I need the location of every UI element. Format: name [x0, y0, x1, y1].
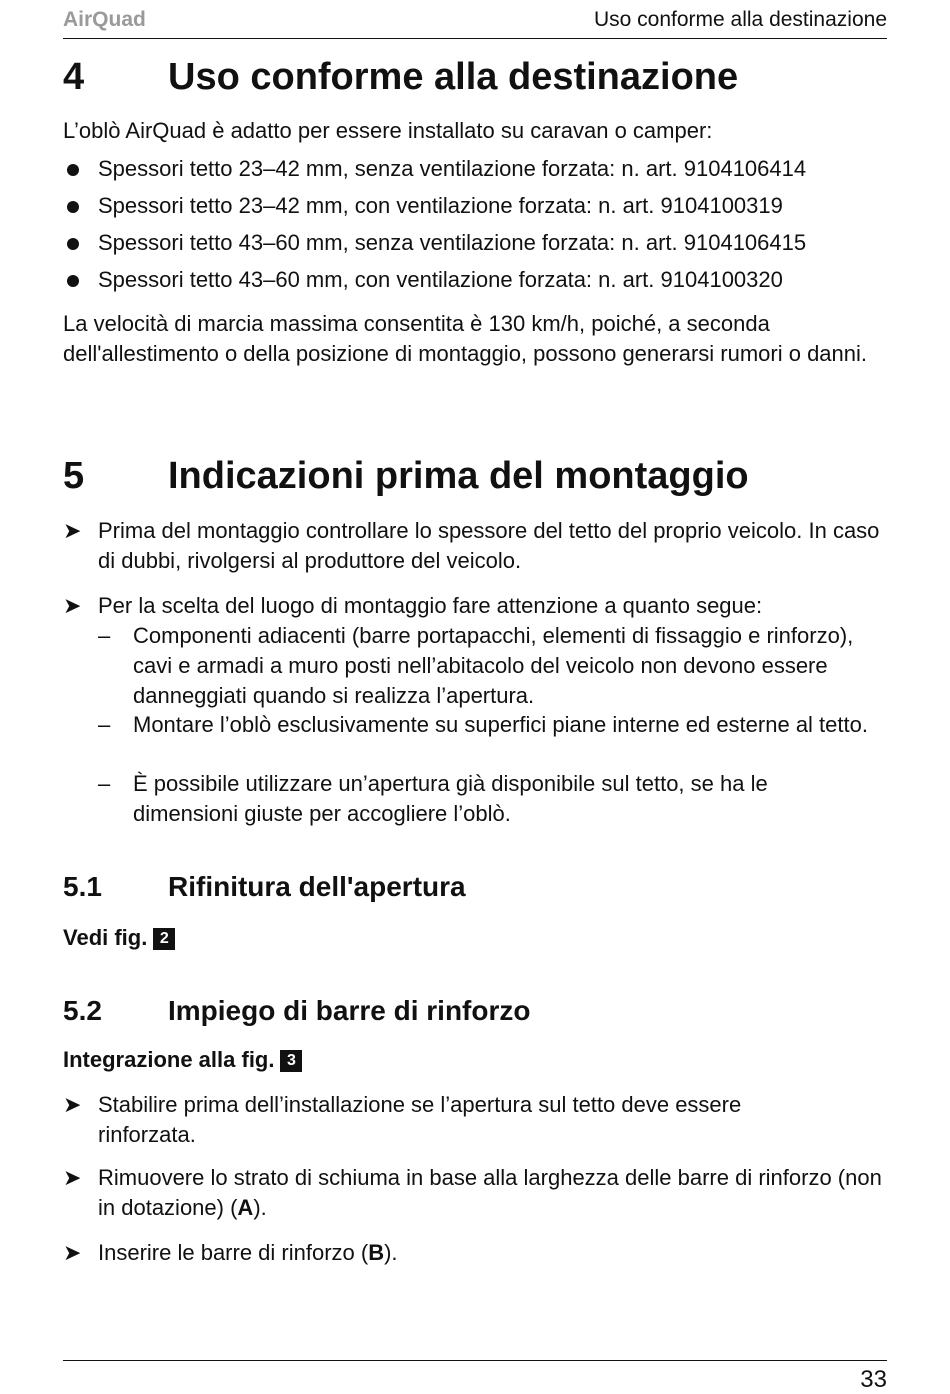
- sub-list-item: [98, 769, 878, 829]
- figure-reference: [63, 923, 175, 953]
- step-text: [98, 1163, 893, 1223]
- section-title: Indicazioni prima del montaggio: [168, 455, 749, 497]
- instruction-step: [63, 1090, 753, 1150]
- sub-list-item-text: Montare l’oblò esclusivamente su superfici piane interne ed esterne al tetto.: [133, 712, 868, 737]
- section-title: Uso conforme alla destinazione: [168, 56, 739, 98]
- sub-list-item: [98, 621, 878, 711]
- component-label-b: B: [368, 1240, 385, 1265]
- list-item-text: Spessori tetto 23–42 mm, con ventilazione forzata: n. art. 9104100319: [98, 193, 783, 218]
- arrow-icon: ➤: [63, 1240, 82, 1265]
- step-text: Stabilire prima dell’installazione se l’apertura sul tetto deve essere rinforzata.: [98, 1092, 742, 1147]
- header-brand: AirQuad: [63, 8, 146, 31]
- figure-reference-label: Integrazione alla fig.: [63, 1047, 275, 1072]
- step-text: Per la scelta del luogo di montaggio fare attenzione a quanto segue:: [98, 593, 763, 618]
- figure-number-badge: 3: [280, 1050, 302, 1072]
- page-number: 33: [860, 1366, 887, 1393]
- figure-reference-label: Vedi fig.: [63, 925, 148, 950]
- footer-divider: [63, 1360, 887, 1361]
- speed-note: La velocità di marcia massima consentita è 130 km/h, poiché, a seconda dell'allestimento o della posizione di montaggio, possono generarsi rumori o danni.: [63, 311, 868, 366]
- list-item-text: Spessori tetto 43–60 mm, senza ventilazione forzata: n. art. 9104106415: [98, 230, 807, 255]
- section-number: 4: [63, 56, 85, 98]
- sub-list-item-text: È possibile utilizzare un’apertura già disponibile sul tetto, se ha le dimensioni giuste per accogliere l’oblò.: [133, 771, 768, 826]
- step-text: [98, 1238, 893, 1268]
- instruction-step: [63, 516, 893, 576]
- sub-list-item-text: Componenti adiacenti (barre portapacchi, elementi di fissaggio e rinforzo), cavi e armadi a muro posti nell’abitacolo del veicolo non devono essere danneggiati quando si realizza l’apertura.: [133, 623, 854, 708]
- arrow-icon: ➤: [63, 593, 82, 618]
- header-divider: [63, 38, 887, 39]
- step-text-part: Inserire le barre di rinforzo (: [98, 1240, 369, 1265]
- bullet-icon: [67, 238, 79, 250]
- figure-number-badge: 2: [153, 928, 175, 950]
- step-text-part: ).: [253, 1195, 267, 1220]
- section-number: 5.1: [63, 871, 102, 902]
- dash-marker: –: [98, 623, 111, 648]
- bullet-icon: [67, 164, 79, 176]
- arrow-icon: ➤: [63, 1165, 82, 1190]
- section-title: Rifinitura dell'apertura: [168, 871, 466, 902]
- bullet-icon: [67, 201, 79, 213]
- dash-marker: –: [98, 712, 111, 737]
- section-number: 5.2: [63, 995, 102, 1026]
- component-label-a: A: [237, 1195, 254, 1220]
- figure-reference: [63, 1045, 302, 1075]
- dash-marker: –: [98, 771, 111, 796]
- instruction-step: [63, 1163, 893, 1223]
- list-item-text: Spessori tetto 23–42 mm, senza ventilazione forzata: n. art. 9104106414: [98, 156, 807, 181]
- step-text-part: Rimuovere lo strato di schiuma in base alla larghezza delle barre di rinforzo (non in dotazione) (: [98, 1165, 882, 1220]
- section-number: 5: [63, 455, 85, 497]
- section-4-intro: L’oblò AirQuad è adatto per essere installato su caravan o camper:: [63, 118, 713, 143]
- list-item-text: Spessori tetto 43–60 mm, con ventilazione forzata: n. art. 9104100320: [98, 267, 783, 292]
- section-title: Impiego di barre di rinforzo: [168, 995, 531, 1026]
- bullet-icon: [67, 275, 79, 287]
- step-text-part: ).: [384, 1240, 398, 1265]
- sub-list-item: [98, 710, 878, 740]
- header-section-title: Uso conforme alla destinazione: [594, 8, 887, 31]
- instruction-step: [63, 591, 893, 621]
- instruction-step: [63, 1238, 893, 1268]
- arrow-icon: ➤: [63, 1092, 82, 1117]
- arrow-icon: ➤: [63, 518, 82, 543]
- step-text: Prima del montaggio controllare lo spessore del tetto del proprio veicolo. In caso di dubbi, rivolgersi al produttore del veicolo.: [98, 518, 880, 573]
